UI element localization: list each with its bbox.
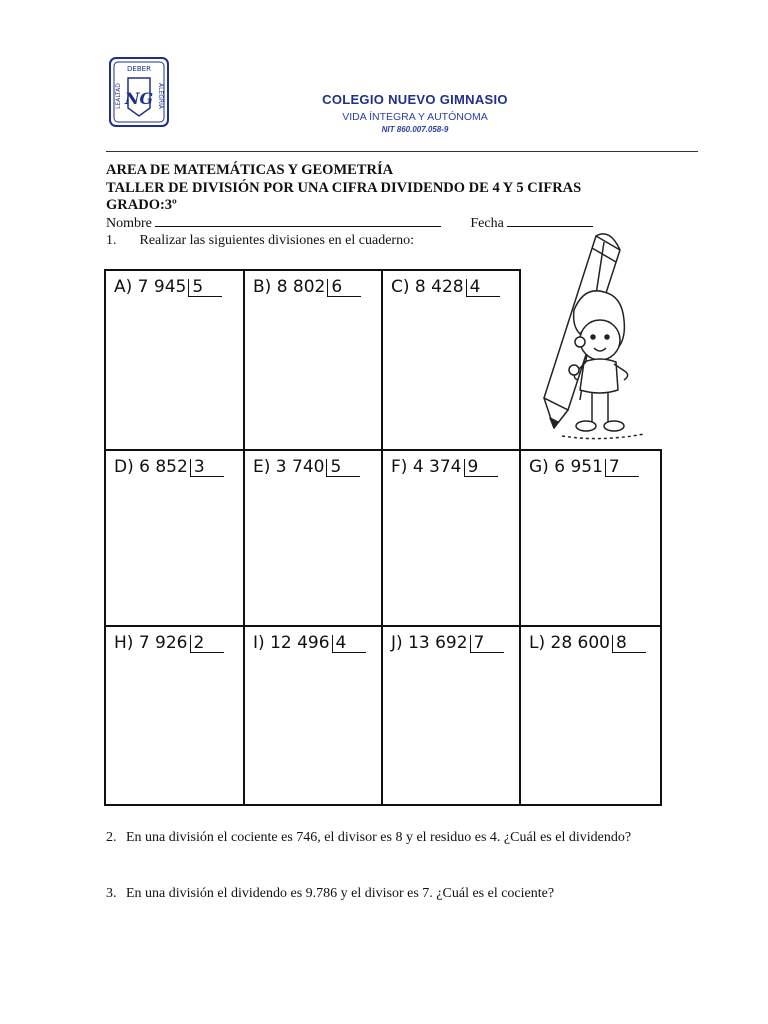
division-problem: B) 8 802 6: [253, 277, 343, 297]
division-cell: [381, 625, 521, 806]
instruction-text: Realizar las siguientes divisiones en el cuaderno:: [139, 233, 414, 248]
date-label: Fecha: [470, 216, 504, 231]
division-problem: L) 28 600 8: [529, 633, 627, 653]
division-problem: A) 7 945 5: [114, 277, 204, 297]
division-problem: H) 7 926 2: [114, 633, 205, 653]
division-problem: D) 6 852 3: [114, 457, 205, 477]
logo-right-text: ALEGRIA: [157, 83, 164, 109]
instruction-line: [106, 233, 414, 249]
division-cell: [519, 449, 662, 627]
question-number: 3.: [106, 886, 117, 901]
worksheet-title: TALLER DE DIVISIÓN POR UNA CIFRA DIVIDENDO DE 4 Y 5 CIFRAS: [106, 180, 582, 196]
division-problem: F) 4 374 9: [391, 457, 479, 477]
name-label: Nombre: [106, 216, 152, 231]
school-logo: [108, 56, 170, 128]
division-problem: E) 3 740 5: [253, 457, 342, 477]
division-cell: [381, 269, 521, 451]
school-header: [290, 92, 540, 134]
division-cell: [104, 269, 245, 451]
name-date-line: [106, 214, 593, 232]
division-cell: [381, 449, 521, 627]
school-motto: VIDA ÍNTEGRA Y AUTÓNOMA: [342, 111, 488, 123]
instruction-number: 1.: [106, 233, 117, 248]
girl-with-pencil-icon: [522, 222, 662, 448]
division-cell: [104, 449, 245, 627]
question-3: [106, 884, 662, 904]
division-problem: J) 13 692 7: [391, 633, 485, 653]
grade-heading: GRADO:3º: [106, 197, 177, 213]
logo-letters: NG: [124, 89, 154, 108]
division-problem: G) 6 951 7: [529, 457, 620, 477]
division-cell: [243, 269, 383, 451]
school-nit: NIT 860.007.058-9: [381, 125, 449, 134]
division-cell: [243, 449, 383, 627]
school-name: COLEGIO NUEVO GIMNASIO: [322, 92, 508, 107]
question-number: 2.: [106, 830, 117, 845]
division-cell: [104, 625, 245, 806]
question-text: En una división el dividendo es 9.786 y el divisor es 7. ¿Cuál es el cociente?: [126, 886, 555, 901]
logo-top-text: DEBER: [127, 65, 151, 73]
division-cell: [519, 625, 662, 806]
logo-left-text: LEALTAD: [115, 83, 122, 109]
division-problem: C) 8 428 4: [391, 277, 481, 297]
header-divider: [106, 151, 698, 152]
question-2: [106, 828, 662, 848]
division-problem: I) 12 496 4: [253, 633, 347, 653]
area-heading: AREA DE MATEMÁTICAS Y GEOMETRÍA: [106, 162, 394, 178]
question-text: En una división el cociente es 746, el divisor es 8 y el residuo es 4. ¿Cuál es el dividendo?: [126, 830, 632, 845]
division-cell: [243, 625, 383, 806]
name-blank[interactable]: [155, 214, 441, 227]
